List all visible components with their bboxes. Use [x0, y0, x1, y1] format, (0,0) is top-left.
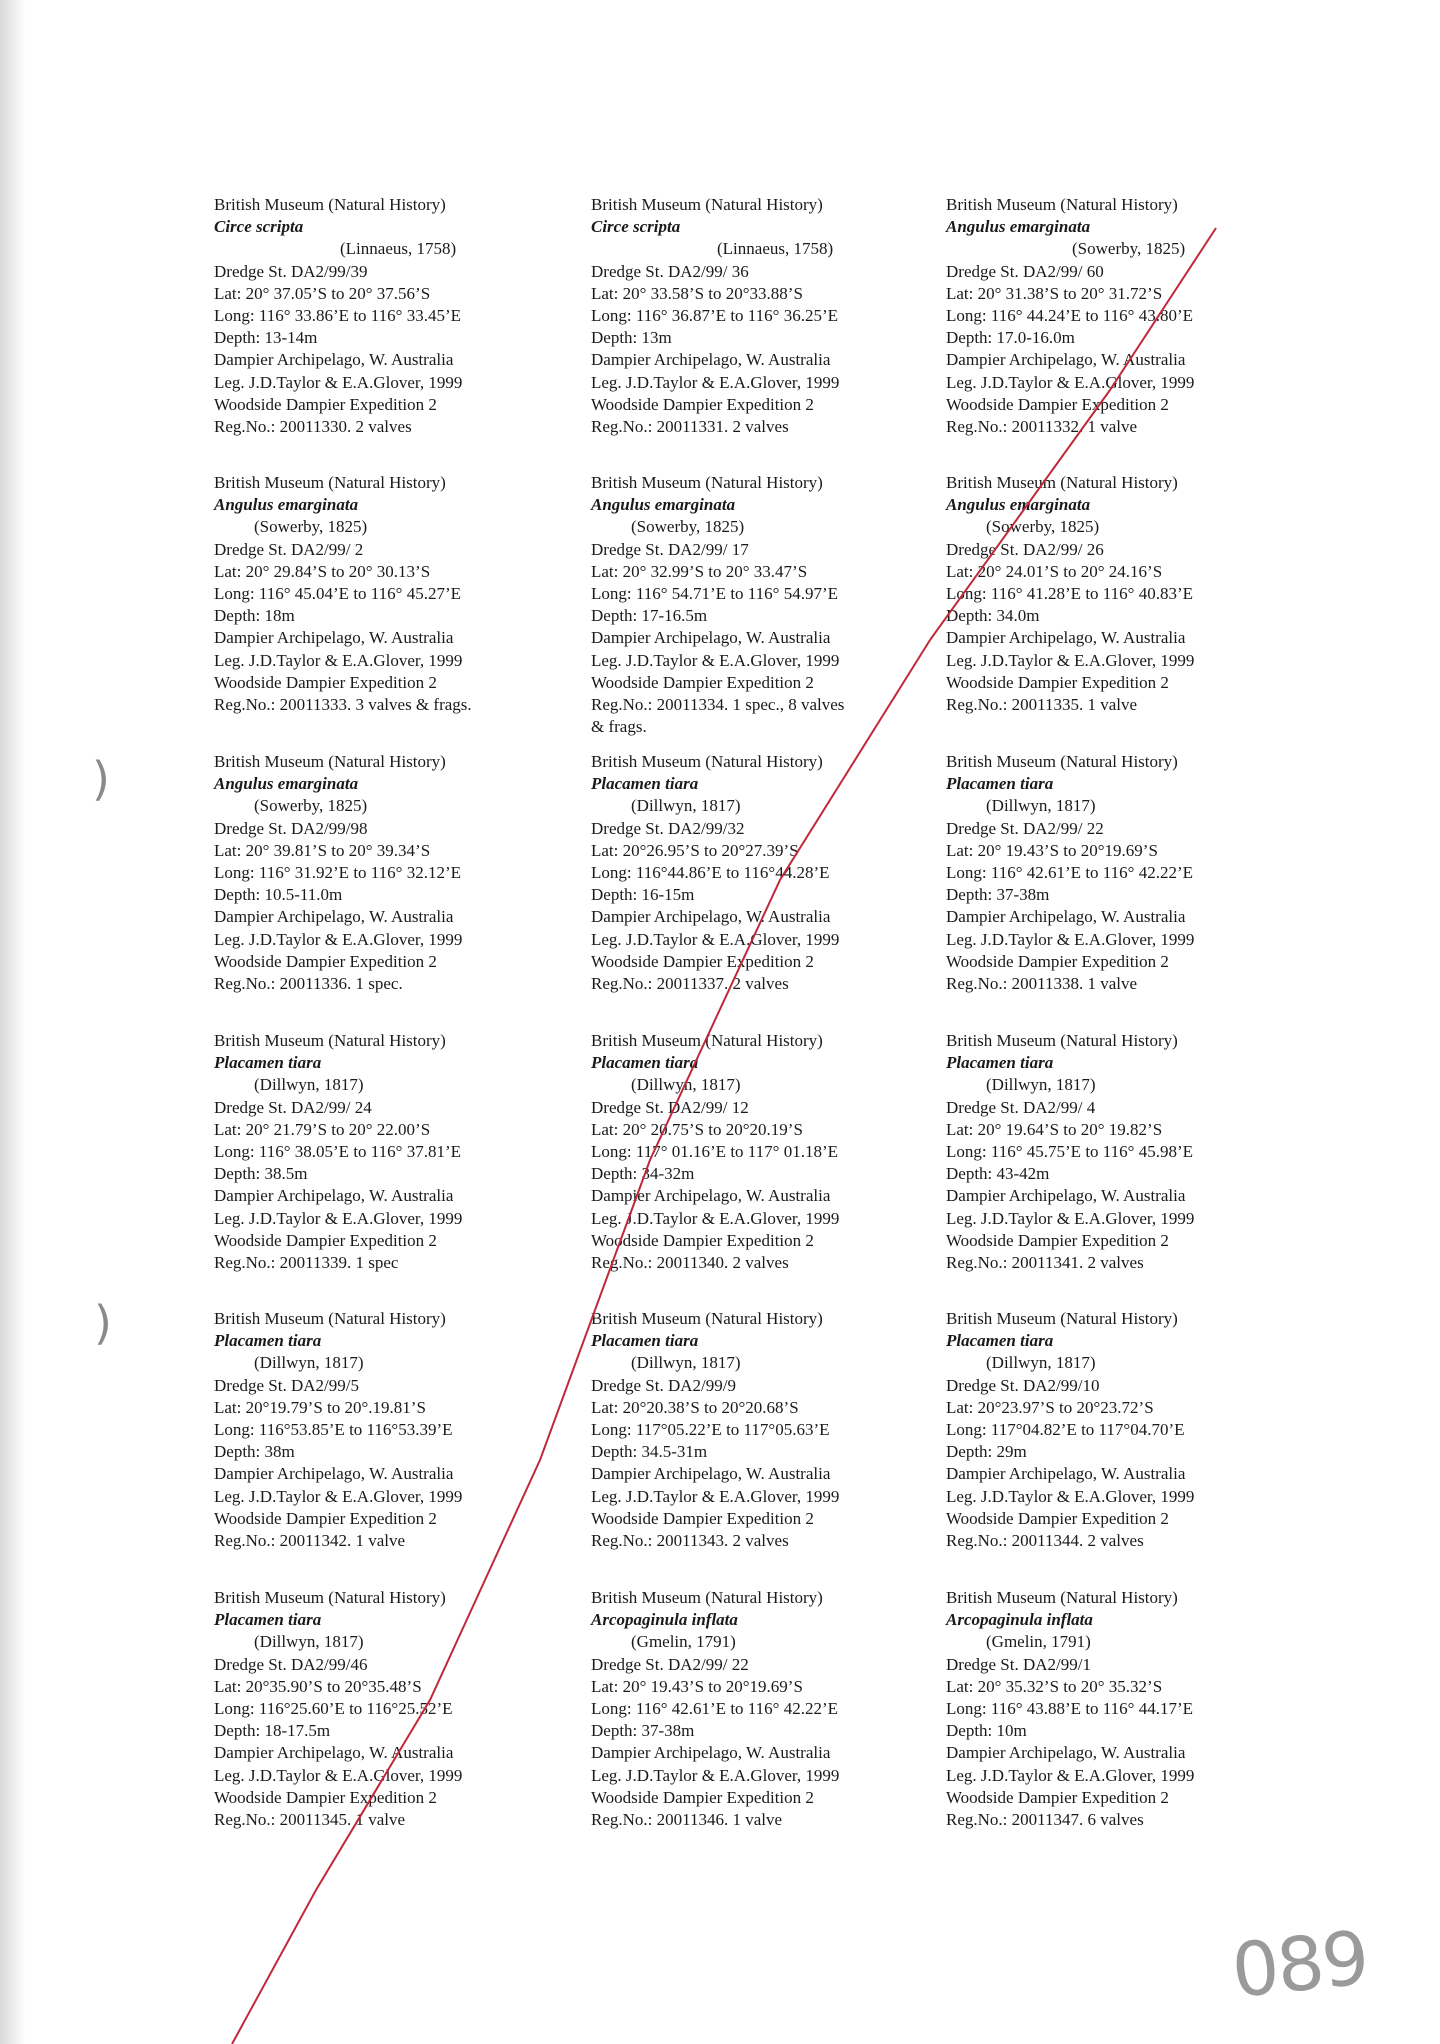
registration-number: Reg.No.: 20011336. 1 spec. [214, 974, 403, 994]
expedition: Woodside Dampier Expedition 2 [214, 1787, 437, 1807]
specimen-label-4 [214, 472, 554, 716]
longitude-range: Long: 116° 43.88’E to 116° 44.17’E [946, 1699, 1194, 1719]
longitude-range: Long: 116°53.85’E to 116°53.39’E [214, 1420, 453, 1440]
longitude-range: Long: 117°04.82’E to 117°04.70’E [946, 1420, 1185, 1440]
specimen-label-11 [591, 1030, 931, 1274]
scan-left-edge-shadow [0, 0, 26, 2044]
museum-line: British Museum (Natural History) [946, 1031, 1178, 1050]
species-authority: (Dillwyn, 1817) [631, 796, 741, 816]
species-authority: (Dillwyn, 1817) [986, 796, 1096, 816]
depth: Depth: 17-16.5m [591, 606, 708, 626]
latitude-range: Lat: 20° 39.81’S to 20° 39.34’S [214, 840, 431, 860]
latitude-range: Lat: 20° 35.32’S to 20° 35.32’S [946, 1676, 1163, 1696]
collectors: Leg. J.D.Taylor & E.A.Glover, 1999 [946, 1486, 1195, 1506]
specimen-label-12 [946, 1030, 1286, 1274]
depth: Depth: 38.5m [214, 1164, 308, 1184]
species-name: Placamen tiara [591, 1331, 699, 1351]
species-name: Arcopaginula inflata [946, 1610, 1093, 1630]
museum-line: British Museum (Natural History) [946, 1309, 1178, 1328]
dredge-station: Dredge St. DA2/99/9 [591, 1375, 736, 1395]
latitude-range: Lat: 20°26.95’S to 20°27.39’S [591, 840, 799, 860]
latitude-range: Lat: 20° 21.79’S to 20° 22.00’S [214, 1119, 431, 1139]
species-name: Angulus emarginata [946, 217, 1091, 237]
expedition: Woodside Dampier Expedition 2 [214, 394, 437, 414]
latitude-range: Lat: 20° 29.84’S to 20° 30.13’S [214, 561, 431, 581]
locality: Dampier Archipelago, W. Australia [214, 350, 454, 370]
species-authority: (Dillwyn, 1817) [254, 1075, 364, 1095]
expedition: Woodside Dampier Expedition 2 [214, 1508, 437, 1528]
species-name: Circe scripta [591, 217, 681, 237]
depth: Depth: 37-38m [946, 885, 1050, 905]
museum-line: British Museum (Natural History) [214, 1588, 446, 1607]
depth: Depth: 34-32m [591, 1164, 695, 1184]
museum-line: British Museum (Natural History) [591, 473, 823, 492]
depth: Depth: 34.0m [946, 606, 1040, 626]
locality: Dampier Archipelago, W. Australia [591, 628, 831, 648]
registration-number: Reg.No.: 20011340. 2 valves [591, 1253, 789, 1273]
registration-continued: & frags. [591, 717, 647, 737]
dredge-station: Dredge St. DA2/99/46 [214, 1654, 368, 1674]
latitude-range: Lat: 20°35.90’S to 20°35.48’S [214, 1676, 422, 1696]
species-authority: (Dillwyn, 1817) [254, 1353, 364, 1373]
expedition: Woodside Dampier Expedition 2 [591, 394, 814, 414]
specimen-label-18 [946, 1587, 1286, 1831]
expedition: Woodside Dampier Expedition 2 [946, 394, 1169, 414]
dredge-station: Dredge St. DA2/99/10 [946, 1375, 1100, 1395]
museum-line: British Museum (Natural History) [946, 1588, 1178, 1607]
collectors: Leg. J.D.Taylor & E.A.Glover, 1999 [591, 1486, 840, 1506]
species-name: Angulus emarginata [214, 774, 359, 794]
depth: Depth: 10m [946, 1721, 1027, 1741]
expedition: Woodside Dampier Expedition 2 [946, 1508, 1169, 1528]
expedition: Woodside Dampier Expedition 2 [591, 1230, 814, 1250]
longitude-range: Long: 116° 33.86’E to 116° 33.45’E [214, 306, 462, 326]
expedition: Woodside Dampier Expedition 2 [214, 672, 437, 692]
dredge-station: Dredge St. DA2/99/ 24 [214, 1097, 372, 1117]
latitude-range: Lat: 20°19.79’S to 20°.19.81’S [214, 1397, 426, 1417]
depth: Depth: 13-14m [214, 328, 318, 348]
specimen-label-2 [591, 194, 931, 438]
punch-hole-mark-upper: ) [92, 752, 110, 806]
species-authority: (Dillwyn, 1817) [631, 1075, 741, 1095]
latitude-range: Lat: 20° 24.01’S to 20° 24.16’S [946, 561, 1163, 581]
longitude-range: Long: 116° 31.92’E to 116° 32.12’E [214, 863, 462, 883]
longitude-range: Long: 116° 41.28’E to 116° 40.83’E [946, 584, 1194, 604]
museum-line: British Museum (Natural History) [591, 1588, 823, 1607]
species-name: Arcopaginula inflata [591, 1610, 738, 1630]
museum-line: British Museum (Natural History) [946, 195, 1178, 214]
dredge-station: Dredge St. DA2/99/ 26 [946, 539, 1104, 559]
locality: Dampier Archipelago, W. Australia [946, 907, 1186, 927]
latitude-range: Lat: 20° 32.99’S to 20° 33.47’S [591, 561, 808, 581]
species-authority: (Dillwyn, 1817) [254, 1632, 364, 1652]
museum-line: British Museum (Natural History) [591, 1309, 823, 1328]
species-name: Placamen tiara [214, 1053, 322, 1073]
longitude-range: Long: 116° 38.05’E to 116° 37.81’E [214, 1142, 462, 1162]
registration-number: Reg.No.: 20011335. 1 valve [946, 695, 1138, 715]
museum-line: British Museum (Natural History) [214, 473, 446, 492]
museum-line: British Museum (Natural History) [591, 195, 823, 214]
species-authority: (Linnaeus, 1758) [340, 239, 457, 259]
collectors: Leg. J.D.Taylor & E.A.Glover, 1999 [214, 1765, 463, 1785]
latitude-range: Lat: 20° 19.43’S to 20°19.69’S [591, 1676, 803, 1696]
species-authority: (Sowerby, 1825) [254, 517, 368, 537]
locality: Dampier Archipelago, W. Australia [946, 1186, 1186, 1206]
dredge-station: Dredge St. DA2/99/ 17 [591, 539, 749, 559]
registration-number: Reg.No.: 20011334. 1 spec., 8 valves [591, 695, 845, 715]
museum-line: British Museum (Natural History) [214, 1309, 446, 1328]
species-authority: (Sowerby, 1825) [254, 796, 368, 816]
species-name: Angulus emarginata [946, 495, 1091, 515]
locality: Dampier Archipelago, W. Australia [946, 1464, 1186, 1484]
registration-number: Reg.No.: 20011333. 3 valves & frags. [214, 695, 472, 715]
longitude-range: Long: 116° 45.04’E to 116° 45.27’E [214, 584, 462, 604]
depth: Depth: 18m [214, 606, 295, 626]
dredge-station: Dredge St. DA2/99/39 [214, 261, 368, 281]
dredge-station: Dredge St. DA2/99/ 60 [946, 261, 1104, 281]
registration-number: Reg.No.: 20011339. 1 spec [214, 1253, 399, 1273]
collectors: Leg. J.D.Taylor & E.A.Glover, 1999 [591, 929, 840, 949]
species-name: Placamen tiara [591, 1053, 699, 1073]
expedition: Woodside Dampier Expedition 2 [946, 672, 1169, 692]
species-authority: (Dillwyn, 1817) [631, 1353, 741, 1373]
longitude-range: Long: 116°44.86’E to 116°44.28’E [591, 863, 830, 883]
latitude-range: Lat: 20° 37.05’S to 20° 37.56’S [214, 283, 431, 303]
species-name: Placamen tiara [214, 1610, 322, 1630]
species-authority: (Linnaeus, 1758) [717, 239, 834, 259]
registration-number: Reg.No.: 20011345. 1 valve [214, 1810, 406, 1830]
locality: Dampier Archipelago, W. Australia [946, 628, 1186, 648]
longitude-range: Long: 117° 01.16’E to 117° 01.18’E [591, 1142, 839, 1162]
collectors: Leg. J.D.Taylor & E.A.Glover, 1999 [591, 1208, 840, 1228]
locality: Dampier Archipelago, W. Australia [946, 1743, 1186, 1763]
depth: Depth: 13m [591, 328, 672, 348]
museum-line: British Museum (Natural History) [946, 473, 1178, 492]
expedition: Woodside Dampier Expedition 2 [591, 1787, 814, 1807]
depth: Depth: 43-42m [946, 1164, 1050, 1184]
collectors: Leg. J.D.Taylor & E.A.Glover, 1999 [946, 1765, 1195, 1785]
museum-line: British Museum (Natural History) [214, 1031, 446, 1050]
locality: Dampier Archipelago, W. Australia [946, 350, 1186, 370]
registration-number: Reg.No.: 20011332. 1 valve [946, 417, 1138, 437]
specimen-label-10 [214, 1030, 554, 1274]
collectors: Leg. J.D.Taylor & E.A.Glover, 1999 [946, 1208, 1195, 1228]
expedition: Woodside Dampier Expedition 2 [214, 951, 437, 971]
specimen-label-14 [591, 1308, 931, 1552]
specimen-label-7 [214, 751, 554, 995]
dredge-station: Dredge St. DA2/99/1 [946, 1654, 1091, 1674]
latitude-range: Lat: 20° 19.64’S to 20° 19.82’S [946, 1119, 1163, 1139]
latitude-range: Lat: 20°20.38’S to 20°20.68’S [591, 1397, 799, 1417]
latitude-range: Lat: 20° 20.75’S to 20°20.19’S [591, 1119, 803, 1139]
dredge-station: Dredge St. DA2/99/5 [214, 1375, 359, 1395]
species-authority: (Gmelin, 1791) [986, 1632, 1091, 1652]
collectors: Leg. J.D.Taylor & E.A.Glover, 1999 [214, 1208, 463, 1228]
longitude-range: Long: 116° 45.75’E to 116° 45.98’E [946, 1142, 1194, 1162]
expedition: Woodside Dampier Expedition 2 [591, 951, 814, 971]
punch-hole-mark-lower: ) [94, 1296, 112, 1350]
registration-number: Reg.No.: 20011347. 6 valves [946, 1810, 1144, 1830]
depth: Depth: 37-38m [591, 1721, 695, 1741]
locality: Dampier Archipelago, W. Australia [214, 907, 454, 927]
specimen-label-1 [214, 194, 554, 438]
longitude-range: Long: 116° 42.61’E to 116° 42.22’E [946, 863, 1194, 883]
species-authority: (Dillwyn, 1817) [986, 1353, 1096, 1373]
species-authority: (Sowerby, 1825) [986, 517, 1100, 537]
latitude-range: Lat: 20° 31.38’S to 20° 31.72’S [946, 283, 1163, 303]
longitude-range: Long: 117°05.22’E to 117°05.63’E [591, 1420, 830, 1440]
longitude-range: Long: 116° 54.71’E to 116° 54.97’E [591, 584, 839, 604]
depth: Depth: 38m [214, 1442, 295, 1462]
species-authority: (Gmelin, 1791) [631, 1632, 736, 1652]
species-name: Placamen tiara [946, 1053, 1054, 1073]
collectors: Leg. J.D.Taylor & E.A.Glover, 1999 [946, 929, 1195, 949]
species-name: Placamen tiara [591, 774, 699, 794]
registration-number: Reg.No.: 20011346. 1 valve [591, 1810, 783, 1830]
collectors: Leg. J.D.Taylor & E.A.Glover, 1999 [591, 650, 840, 670]
dredge-station: Dredge St. DA2/99/ 22 [591, 1654, 749, 1674]
species-name: Circe scripta [214, 217, 304, 237]
collectors: Leg. J.D.Taylor & E.A.Glover, 1999 [591, 372, 840, 392]
specimen-label-5 [591, 472, 931, 738]
dredge-station: Dredge St. DA2/99/32 [591, 818, 745, 838]
depth: Depth: 10.5-11.0m [214, 885, 343, 905]
collectors: Leg. J.D.Taylor & E.A.Glover, 1999 [946, 650, 1195, 670]
museum-line: British Museum (Natural History) [214, 752, 446, 771]
dredge-station: Dredge St. DA2/99/98 [214, 818, 368, 838]
latitude-range: Lat: 20° 19.43’S to 20°19.69’S [946, 840, 1158, 860]
registration-number: Reg.No.: 20011330. 2 valves [214, 417, 412, 437]
specimen-label-16 [214, 1587, 554, 1831]
expedition: Woodside Dampier Expedition 2 [946, 1787, 1169, 1807]
locality: Dampier Archipelago, W. Australia [591, 907, 831, 927]
latitude-range: Lat: 20°23.97’S to 20°23.72’S [946, 1397, 1154, 1417]
collectors: Leg. J.D.Taylor & E.A.Glover, 1999 [214, 929, 463, 949]
museum-line: British Museum (Natural History) [214, 195, 446, 214]
species-authority: (Dillwyn, 1817) [986, 1075, 1096, 1095]
collectors: Leg. J.D.Taylor & E.A.Glover, 1999 [214, 1486, 463, 1506]
locality: Dampier Archipelago, W. Australia [591, 1743, 831, 1763]
depth: Depth: 18-17.5m [214, 1721, 331, 1741]
specimen-label-9 [946, 751, 1286, 995]
specimen-label-6 [946, 472, 1286, 716]
registration-number: Reg.No.: 20011331. 2 valves [591, 417, 789, 437]
expedition: Woodside Dampier Expedition 2 [946, 951, 1169, 971]
longitude-range: Long: 116° 36.87’E to 116° 36.25’E [591, 306, 839, 326]
locality: Dampier Archipelago, W. Australia [214, 1186, 454, 1206]
expedition: Woodside Dampier Expedition 2 [591, 672, 814, 692]
registration-number: Reg.No.: 20011343. 2 valves [591, 1531, 789, 1551]
specimen-label-15 [946, 1308, 1286, 1552]
collectors: Leg. J.D.Taylor & E.A.Glover, 1999 [214, 372, 463, 392]
registration-number: Reg.No.: 20011341. 2 valves [946, 1253, 1144, 1273]
expedition: Woodside Dampier Expedition 2 [214, 1230, 437, 1250]
locality: Dampier Archipelago, W. Australia [214, 1743, 454, 1763]
locality: Dampier Archipelago, W. Australia [214, 1464, 454, 1484]
locality: Dampier Archipelago, W. Australia [591, 1186, 831, 1206]
registration-number: Reg.No.: 20011338. 1 valve [946, 974, 1138, 994]
specimen-label-8 [591, 751, 931, 995]
specimen-label-3 [946, 194, 1286, 438]
depth: Depth: 34.5-31m [591, 1442, 708, 1462]
dredge-station: Dredge St. DA2/99/ 4 [946, 1097, 1096, 1117]
collectors: Leg. J.D.Taylor & E.A.Glover, 1999 [946, 372, 1195, 392]
museum-line: British Museum (Natural History) [591, 1031, 823, 1050]
collectors: Leg. J.D.Taylor & E.A.Glover, 1999 [214, 650, 463, 670]
latitude-range: Lat: 20° 33.58’S to 20°33.88’S [591, 283, 803, 303]
species-name: Placamen tiara [946, 774, 1054, 794]
collectors: Leg. J.D.Taylor & E.A.Glover, 1999 [591, 1765, 840, 1785]
expedition: Woodside Dampier Expedition 2 [591, 1508, 814, 1528]
museum-line: British Museum (Natural History) [591, 752, 823, 771]
species-name: Angulus emarginata [591, 495, 736, 515]
depth: Depth: 29m [946, 1442, 1027, 1462]
longitude-range: Long: 116°25.60’E to 116°25.52’E [214, 1699, 453, 1719]
species-name: Angulus emarginata [214, 495, 359, 515]
registration-number: Reg.No.: 20011337. 2 valves [591, 974, 789, 994]
depth: Depth: 16-15m [591, 885, 695, 905]
locality: Dampier Archipelago, W. Australia [591, 350, 831, 370]
longitude-range: Long: 116° 42.61’E to 116° 42.22’E [591, 1699, 839, 1719]
longitude-range: Long: 116° 44.24’E to 116° 43.80’E [946, 306, 1194, 326]
dredge-station: Dredge St. DA2/99/ 12 [591, 1097, 749, 1117]
locality: Dampier Archipelago, W. Australia [591, 1464, 831, 1484]
registration-number: Reg.No.: 20011344. 2 valves [946, 1531, 1144, 1551]
specimen-label-13 [214, 1308, 554, 1552]
species-name: Placamen tiara [214, 1331, 322, 1351]
locality: Dampier Archipelago, W. Australia [214, 628, 454, 648]
handwritten-page-number: 089 [1227, 1915, 1372, 2015]
expedition: Woodside Dampier Expedition 2 [946, 1230, 1169, 1250]
specimen-label-17 [591, 1587, 931, 1831]
registration-number: Reg.No.: 20011342. 1 valve [214, 1531, 406, 1551]
species-name: Placamen tiara [946, 1331, 1054, 1351]
dredge-station: Dredge St. DA2/99/ 36 [591, 261, 749, 281]
dredge-station: Dredge St. DA2/99/ 22 [946, 818, 1104, 838]
species-authority: (Sowerby, 1825) [1072, 239, 1186, 259]
museum-line: British Museum (Natural History) [946, 752, 1178, 771]
dredge-station: Dredge St. DA2/99/ 2 [214, 539, 364, 559]
depth: Depth: 17.0-16.0m [946, 328, 1075, 348]
species-authority: (Sowerby, 1825) [631, 517, 745, 537]
